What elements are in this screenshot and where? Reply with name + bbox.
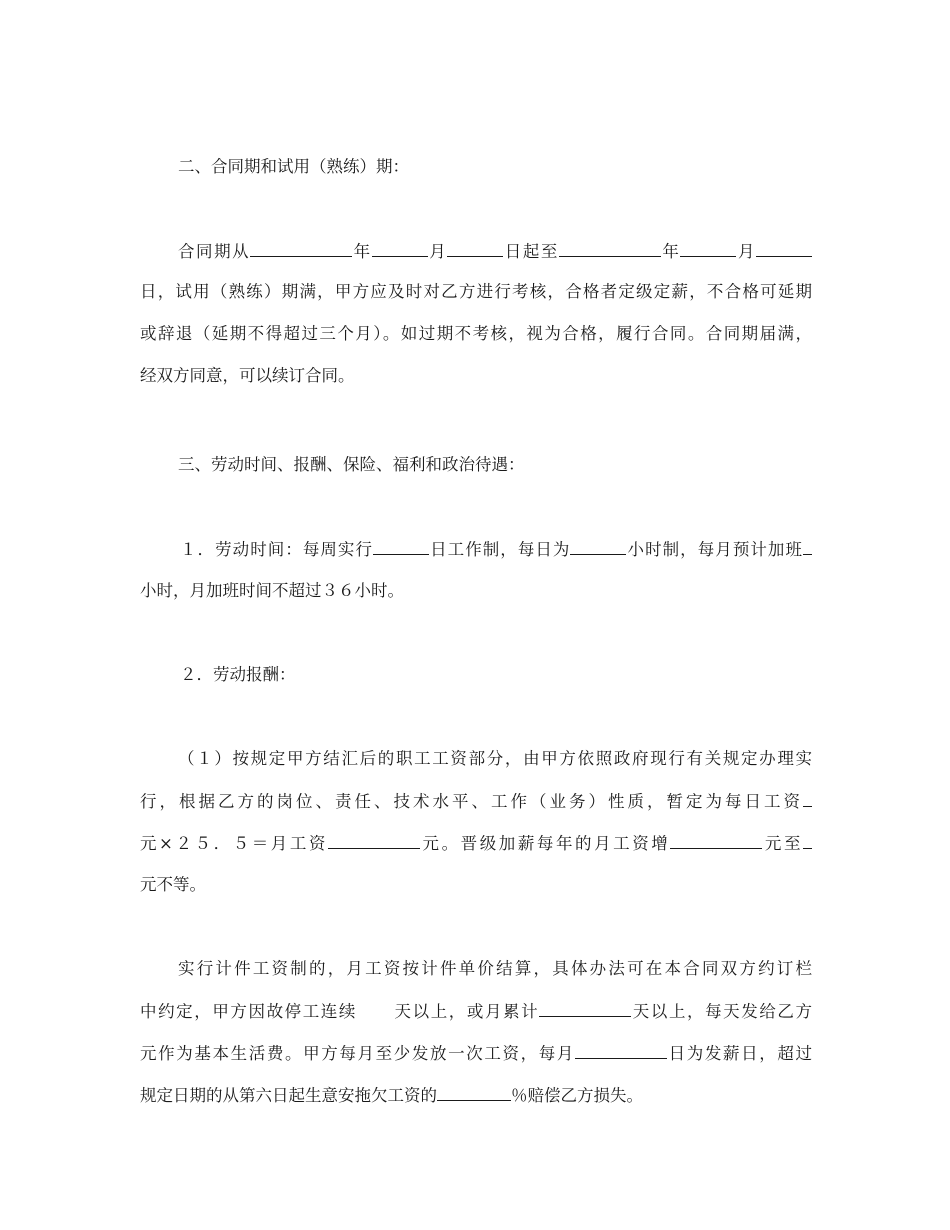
contract-period-line-1 <box>178 240 812 263</box>
text-line: （１）按规定甲方结汇后的职工工资部分，由甲方依照政府现行有关规定办理实 <box>178 749 812 768</box>
text-overdue: 规定日期的从第六日起生意安拖欠工资的 <box>140 1086 437 1105</box>
text-month-2: 月 <box>736 242 756 261</box>
text-compensation: ％赔偿乙方损失。 <box>511 1086 643 1105</box>
text-contract-from: 合同期从 <box>178 242 251 261</box>
blank-end-year[interactable] <box>559 240 661 257</box>
section-2-heading-text: 二、合同期和试用（熟练）期： <box>178 157 409 176</box>
section-3-heading-text: 三、劳动时间、报酬、保险、福利和政治待遇： <box>178 455 525 474</box>
blank-compensation-percent[interactable] <box>437 1084 511 1101</box>
text-cumulative: 天以上，或月累计 <box>392 1002 540 1021</box>
blank-overtime-hours[interactable] <box>803 538 812 555</box>
blank-days-per-week[interactable] <box>373 538 429 555</box>
contract-period-line-2 <box>140 281 812 303</box>
remuneration-heading <box>180 664 812 686</box>
text-day-until: 日起至 <box>503 242 559 261</box>
text-monthly-wage: 元×２５．５＝月工资 <box>140 834 328 853</box>
working-hours-line-2 <box>140 580 812 602</box>
text-raise: 元。晋级加薪每年的月工资增 <box>419 834 671 853</box>
text-line: 元不等。 <box>140 875 206 894</box>
text-line: 或辞退（延期不得超过三个月）。如过期不考核，视为合格，履行合同。合同期届满， <box>140 324 812 343</box>
blank-end-day[interactable] <box>756 240 812 257</box>
blank-start-month[interactable] <box>372 240 428 257</box>
blank-raise-min[interactable] <box>670 832 762 849</box>
piece-rate-line-1 <box>178 958 812 980</box>
working-hours-line-1 <box>180 538 812 561</box>
text-year: 年 <box>352 242 372 261</box>
blank-monthly-wage[interactable] <box>328 832 420 849</box>
text-day-system: 日工作制，每日为 <box>429 540 571 559</box>
text-yuan-to: 元至 <box>762 834 804 853</box>
blank-start-day[interactable] <box>447 240 503 257</box>
salary-line-4 <box>140 874 812 896</box>
salary-line-3 <box>140 832 812 855</box>
blank-daily-wage[interactable] <box>803 790 812 807</box>
text-line: 实行计件工资制的，月工资按计件单价结算，具体办法可在本合同双方约订栏 <box>178 959 812 978</box>
text-overtime: 小时制，每月预计加班 <box>626 540 804 559</box>
text-line: 行，根据乙方的岗位、责任、技术水平、工作（业务）性质，暂定为每日工资 <box>140 792 803 811</box>
section-2-heading <box>178 156 812 178</box>
blank-start-year[interactable] <box>250 240 352 257</box>
salary-line-1 <box>178 748 812 770</box>
salary-line-2 <box>140 790 812 813</box>
text-month: 月 <box>427 242 448 261</box>
text-line: 经双方同意，可以续订合同。 <box>140 366 355 385</box>
text-suspension: 中约定，甲方因故停工连续 <box>140 1002 357 1021</box>
remuneration-heading-text: ２．劳动报酬： <box>180 665 296 684</box>
text-line: 小时，月加班时间不超过３６小时。 <box>140 581 404 600</box>
blank-end-month[interactable] <box>680 240 736 257</box>
text-pay-party-b: 天以上，每天发给乙方 <box>631 1002 813 1021</box>
contract-period-line-3 <box>140 323 812 345</box>
section-3-heading <box>178 454 812 476</box>
blank-raise-max[interactable] <box>803 832 812 849</box>
text-year-2: 年 <box>660 242 681 261</box>
text-payday: 日为发薪日，超过 <box>667 1044 812 1063</box>
blank-cumulative-days[interactable] <box>539 1000 631 1017</box>
text-working-hours: １．劳动时间：每周实行 <box>180 540 374 559</box>
piece-rate-line-4 <box>140 1084 812 1107</box>
blank-hours-per-day[interactable] <box>570 538 626 555</box>
piece-rate-line-3 <box>140 1042 812 1065</box>
blank-payday[interactable] <box>575 1042 667 1059</box>
piece-rate-line-2 <box>140 1000 812 1023</box>
contract-period-line-4 <box>140 365 812 387</box>
text-living-allowance: 元作为基本生活费。甲方每月至少发放一次工资，每月 <box>140 1044 575 1063</box>
text-line: 日，试用（熟练）期满，甲方应及时对乙方进行考核，合格者定级定薪，不合格可延期 <box>140 282 812 301</box>
